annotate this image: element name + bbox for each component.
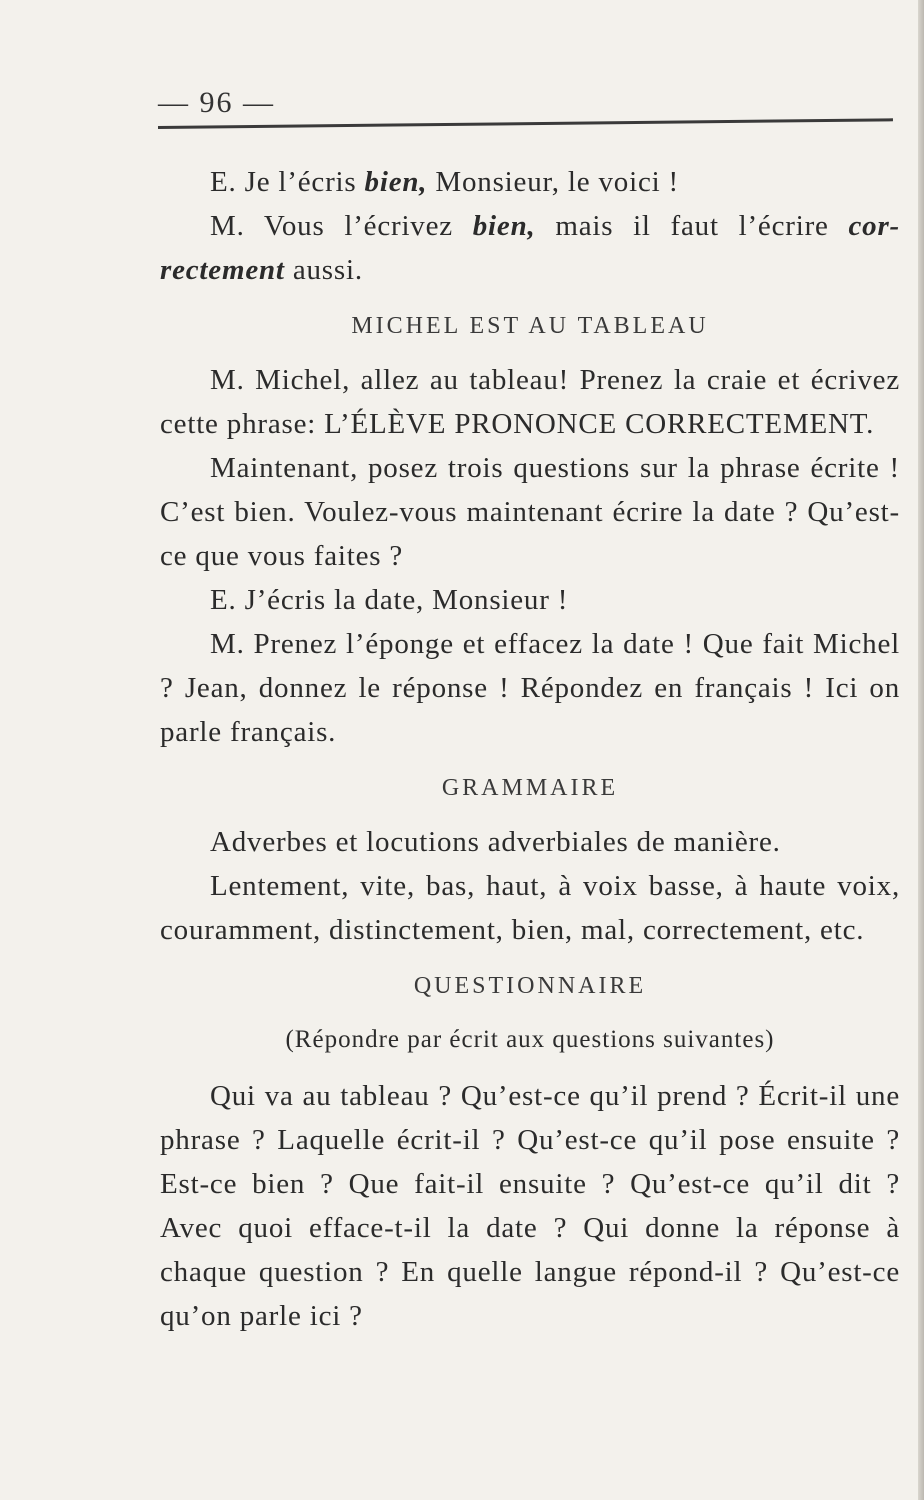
paragraph: M. Michel, allez au tableau! Prenez la craie et écrivez cette phrase: L’ÉLÈVE PRONONCE CORRECTEMENT.: [160, 364, 900, 440]
page-body: [160, 160, 900, 1338]
dialogue-line-2: M. Vous l’écrivez bien, mais il faut l’écrire cor- rectement aussi.: [160, 210, 900, 286]
page-number: — 96 —: [158, 86, 275, 119]
paragraph: Qui va au tableau ? Qu’est-ce qu’il prend ? Écrit-il une phrase ? Laquelle écrit-il ? Qu’est-ce qu’il pose ensuite ? Est-ce bien ? Que fait-il ensuite ? Qu’est-ce qu’il dit ? Avec quoi efface-t-il la date ? Qui donne la réponse à chaque question ? En quelle langue répond-il ? Qu’est-ce qu’on parle ici ?: [160, 1080, 900, 1332]
section-heading-grammaire: GRAMMAIRE: [441, 775, 619, 801]
paragraph: Adverbes et locutions adverbiales de manière.: [210, 826, 781, 858]
emphasis-bien-2: bien,: [472, 210, 536, 242]
paragraph: M. Prenez l’éponge et effacez la date ! Que fait Michel ? Jean, donnez le réponse ! Répondez en français ! Ici on parle français.: [160, 628, 900, 748]
section-heading-tableau: MICHEL EST AU TABLEAU: [351, 313, 709, 339]
page-edge: [918, 0, 924, 1500]
emphasis-bien: bien,: [364, 166, 428, 198]
emphasis-correctement-part1: cor-: [848, 210, 900, 242]
paragraph: Maintenant, posez trois questions sur la phrase écrite ! C’est bien. Voulez-vous maintenant écrire la date ? Qu’est-ce que vous faites ?: [160, 452, 900, 572]
paragraph: E. J’écris la date, Monsieur !: [210, 584, 569, 616]
section-subheading: (Répondre par écrit aux questions suivantes): [285, 1026, 775, 1053]
page-header: [150, 82, 890, 142]
paragraph: Lentement, vite, bas, haut, à voix basse, à haute voix, couramment, distinctement, bien, mal, correctement, etc.: [160, 870, 900, 946]
emphasis-correctement-part2: rectement: [160, 254, 285, 286]
dialogue-line-1: E. Je l’écris bien, Monsieur, le voici !: [210, 166, 679, 198]
section-heading-questionnaire: QUESTIONNAIRE: [413, 973, 647, 999]
